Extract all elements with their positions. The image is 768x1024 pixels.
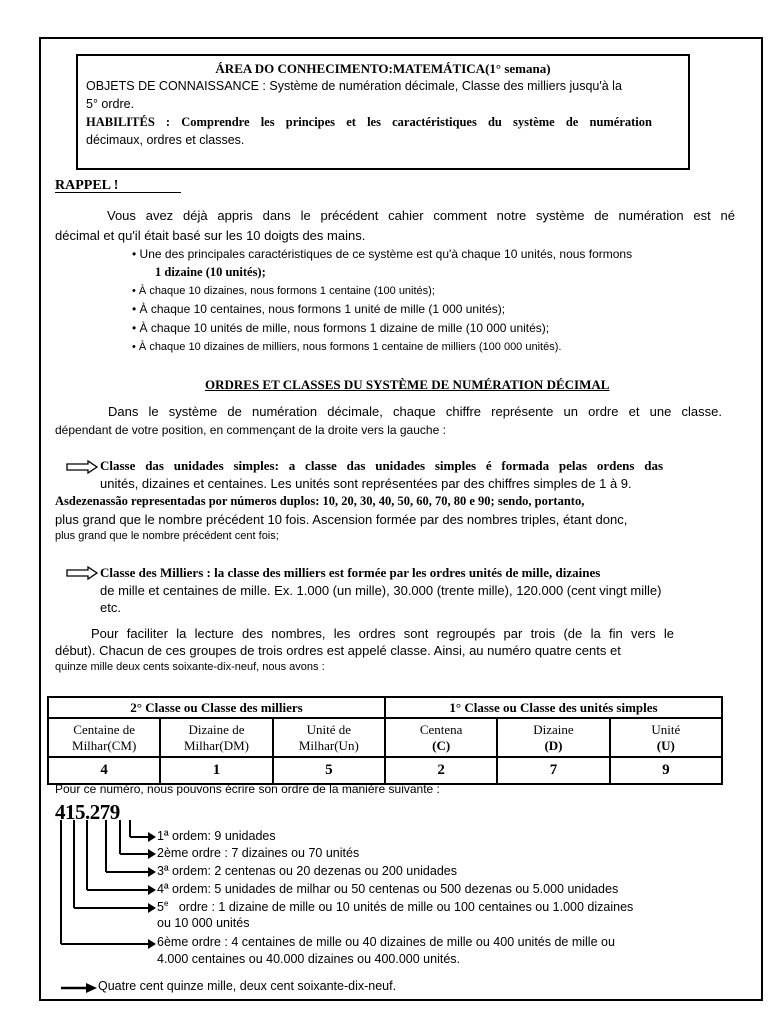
table-cell: 7 [497,757,609,784]
classes-table [47,696,723,785]
table-cell: 4 [48,757,160,784]
col-header-cm: Centaine de Milhar(CM) [48,718,160,757]
header-box [76,54,690,170]
ordres-para-line-2: dépendant de votre position, en commençant de la droite vers la gauche : [55,423,446,437]
order-6-cont: 4.000 centaines ou 40.000 dizaines ou 400.000 unités. [157,952,461,966]
bullet-2: • À chaque 10 dizaines, nous formons 1 centaine (100 unités); [132,285,435,297]
classe2-line-2: de mille et centaines de mille. Ex. 1.000 (un mille), 30.000 (trente mille), 120.000 (cent vingt mille) [100,583,662,598]
order-4: 4ª ordem: 5 unidades de milhar ou 50 centenas ou 500 dezenas ou 5.000 unidades [157,882,619,896]
col-header-c: Centena (C) [385,718,497,757]
bullet-4: • À chaque 10 unités de mille, nous formons 1 dizaine de mille (10 000 unités); [132,321,550,335]
conclusion: Quatre cent quinze mille, deux cent soixante-dix-neuf. [98,979,397,993]
objets-line-1: OBJETS DE CONNAISSANCE : Système de numération décimale, Classe des milliers jusqu'à la [86,79,622,93]
col-header-u: Unité (U) [610,718,722,757]
col-header-dm: Dizaine de Milhar(DM) [160,718,272,757]
order-2: 2ème ordre : 7 dizaines ou 70 unités [157,846,360,860]
para2-line-2: début). Chacun de ces groupes de trois ordres est appelé classe. Ainsi, au numéro quatre cents et [55,643,621,658]
bullet-1-cont: 1 dizaine (10 unités); [155,265,266,279]
rappel-intro-line-2: décimal et qu'il était basé sur les 10 doigts des mains. [55,228,366,243]
objets-line-2: 5° ordre. [86,97,135,111]
habilites-line-1: HABILITÉS : Comprendre les principes et les caractéristiques du système de numération [86,115,652,129]
classe1-line-5: plus grand que le nombre précédent cent fois; [55,530,279,542]
order-3: 3ª ordem: 2 centenas ou 20 dezenas ou 200 unidades [157,864,457,878]
ordres-heading: ORDRES ET CLASSES DU SYSTÈME DE NUMÉRATION DÉCIMAL [205,377,610,392]
table-cell: 9 [610,757,722,784]
classe2-line-1: Classe des Milliers : la classe des milliers est formée par les ordres unités de mille, dizaines [100,565,601,580]
breakdown-intro: Pour ce numéro, nous pouvons écrire son ordre de la manière suivante : [55,782,440,796]
big-number: 415.279 [55,800,120,824]
para2-line-3: quinze mille deux cents soixante-dix-neuf, nous avons : [55,661,325,673]
order-5-cont: ou 10 000 unités [157,916,250,930]
order-1: 1ª ordem: 9 unidades [157,829,276,843]
order-connector-lines [50,820,160,955]
rappel-intro-line-1: Vous avez déjà appris dans le précédent cahier comment notre système de numération est né [107,208,735,223]
table-cell: 2 [385,757,497,784]
table-cell: 1 [160,757,272,784]
order-5: 5e ordre : 1 dizaine de mille ou 10 unités de mille ou 100 centaines ou 1.000 dizaines [157,899,634,915]
ordres-para-line-1: Dans le système de numération décimale, chaque chiffre représente un ordre et une classe. [108,404,722,419]
bullet-5: • À chaque 10 dizaines de milliers, nous formons 1 centaine de milliers (100 000 unités). [132,341,562,353]
classe1-line-1: Classe das unidades simples: a classe das unidades simples é formada pelas ordens das [100,458,663,473]
arrow-right-icon [60,981,98,995]
table-header-unites: 1° Classe ou Classe des unités simples [385,697,722,718]
classe1-line-2: unités, dizaines et centaines. Les unités sont représentées par des chiffres simples de 1 à 9. [100,476,632,491]
table-header-milliers: 2° Classe ou Classe des milliers [48,697,385,718]
rappel-heading: RAPPEL ! [55,178,119,193]
para2-line-1: Pour faciliter la lecture des nombres, les ordres sont regroupés par trois (de la fin vers le [91,626,674,641]
col-header-d: Dizaine (D) [497,718,609,757]
order-6: 6ème ordre : 4 centaines de mille ou 40 dizaines de mille ou 400 unités de mille ou [157,935,615,949]
bullet-1: • Une des principales caractéristiques de ce système est qu'à chaque 10 unités, nous formons [132,247,633,261]
header-title: ÁREA DO CONHECIMENTO:MATEMÁTICA(1° semana) [215,61,551,76]
table-cell: 5 [273,757,385,784]
arrow-outline-icon [66,460,98,474]
col-header-um: Unité de Milhar(Un) [273,718,385,757]
classe1-line-4: plus grand que le nombre précédent 10 fois. Ascension formée par des nombres triples, étant donc, [55,512,628,527]
classe2-line-3: etc. [100,600,121,615]
arrow-outline-icon [66,566,98,580]
bullet-3: • À chaque 10 centaines, nous formons 1 unité de mille (1 000 unités); [132,302,506,316]
habilites-line-2: décimaux, ordres et classes. [86,133,245,147]
rappel-underline [55,192,181,193]
classe1-line-3: Asdezenassão representadas por números duplos: 10, 20, 30, 40, 50, 60, 70, 80 e 90; sendo, portanto, [55,494,585,508]
